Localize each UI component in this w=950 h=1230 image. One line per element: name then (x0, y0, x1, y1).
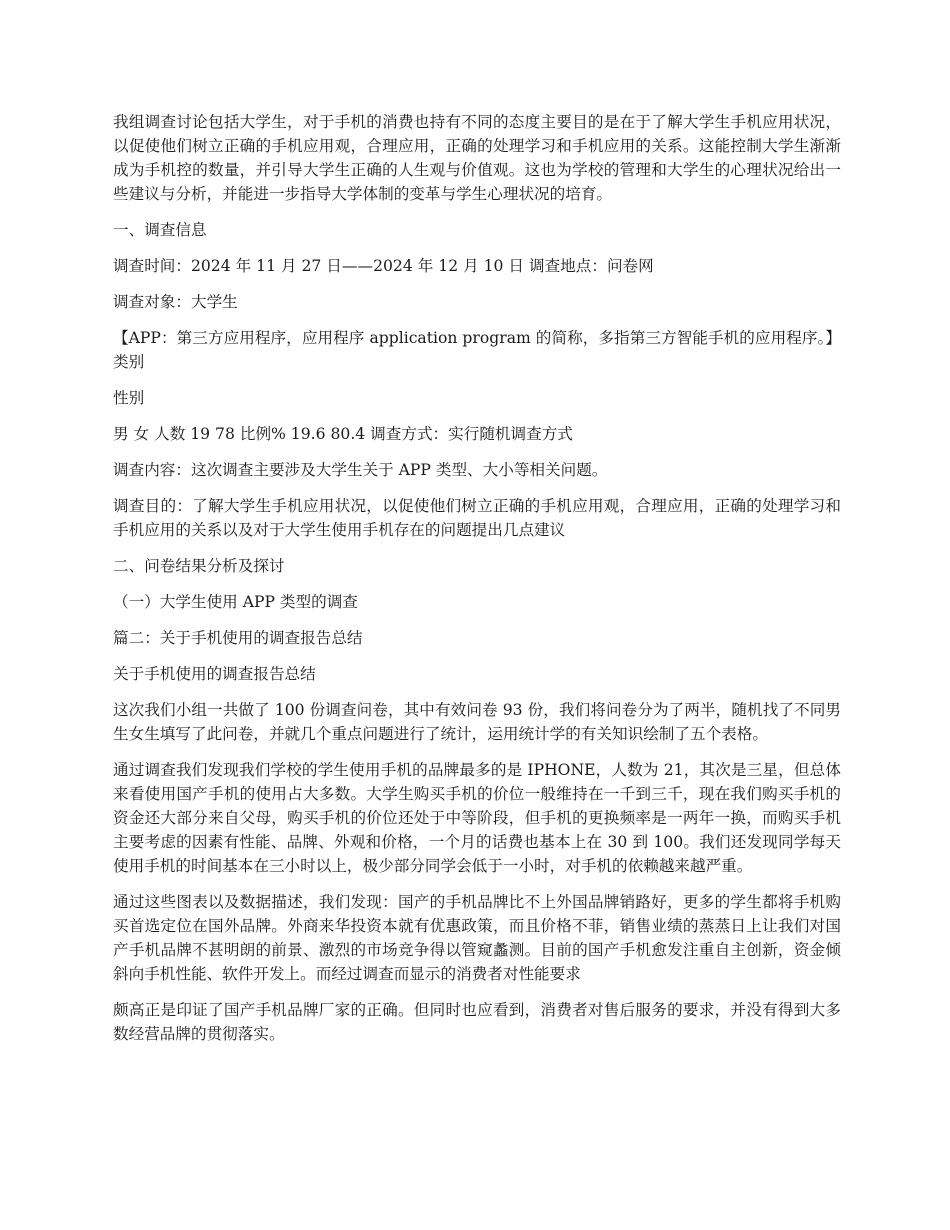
intro-paragraph: 我组调查讨论包括大学生，对于手机的消费也持有不同的态度主要目的是在于了解大学生手机应用状况，以促使他们树立正确的手机应用观，合理应用，正确的处理学习和手机应用的关系。这能控制大学生渐渐成为手机控的数量，并引导大学生正确的人生观与价值观。这也为学校的管理和大学生的心理状况给出一些建议与分析，并能进一步指导大学体制的变革与学生心理状况的培育。 (113, 113, 841, 203)
report-title: 关于手机使用的调查报告总结 (113, 665, 316, 683)
survey-purpose: 调查目的：了解大学生手机应用状况，以促使他们树立正确的手机应用观，合理应用，正确的处理学习和手机应用的关系以及对于大学生使用手机存在的问题提出几点建议 (113, 497, 841, 539)
survey-time-location: 调查时间：2024 年 11 月 27 日——2024 年 12 月 10 日 调查地点：问卷网 (113, 257, 654, 275)
section-heading-analysis: 二、问卷结果分析及探讨 (113, 557, 285, 575)
gender-label: 性别 (113, 389, 145, 407)
part-two-heading: 篇二：关于手机使用的调查报告总结 (113, 629, 363, 647)
survey-subject: 调查对象：大学生 (113, 293, 238, 311)
document-body (113, 110, 841, 1058)
subsection-heading-app-types: （一）大学生使用 APP 类型的调查 (113, 593, 358, 611)
findings-paragraph: 通过调查我们发现我们学校的学生使用手机的品牌最多的是 IPHONE，人数为 21，其次是三星，但总体来看使用国产手机的使用占大多数。大学生购买手机的价位一般维持在一千到三千，现在我们购买手机的资金还大部分来自父母，购买手机的价位还处于中等阶段，但手机的更换频率是一两年一换，而购买手机主要考虑的因素有性能、品牌、外观和价格，一个月的话费也基本上在 30 到 100。我们还发现同学每天使用手机的时间基本在三小时以上，极少部分同学会低于一小时，对手机的依赖越来越严重。 (113, 761, 841, 875)
analysis-paragraph: 通过这些图表以及数据描述，我们发现：国产的手机品牌比不上外国品牌销路好，更多的学生都将手机购买首选定位在国外品牌。外商来华投资本就有优惠政策，而且价格不菲，销售业绩的蒸蒸日上让我们对国产手机品牌不甚明朗的前景、激烈的市场竞争得以管窥蠡测。目前的国产手机愈发注重自主创新，资金倾斜向手机性能、软件开发上。而经过调查而显示的消费者对性能要求 (113, 893, 841, 983)
app-definition-note: 【APP：第三方应用程序，应用程序 application program 的简称，多指第三方智能手机的应用程序。】类别 (113, 329, 841, 371)
conclusion-paragraph: 颇高正是印证了国产手机品牌厂家的正确。但同时也应看到，消费者对售后服务的要求，并没有得到大多数经营品牌的贯彻落实。 (113, 1001, 841, 1043)
survey-content: 调查内容：这次调查主要涉及大学生关于 APP 类型、大小等相关问题。 (113, 461, 608, 479)
section-heading-survey-info: 一、调查信息 (113, 221, 207, 239)
questionnaire-summary: 这次我们小组一共做了 100 份调查问卷，其中有效问卷 93 份，我们将问卷分为了两半，随机找了不同男生女生填写了此问卷，并就几个重点问题进行了统计，运用统计学的有关知识绘制了五个表格。 (113, 701, 841, 743)
gender-stats-and-method: 男 女 人数 19 78 比例% 19.6 80.4 调查方式：实行随机调查方式 (113, 425, 573, 443)
